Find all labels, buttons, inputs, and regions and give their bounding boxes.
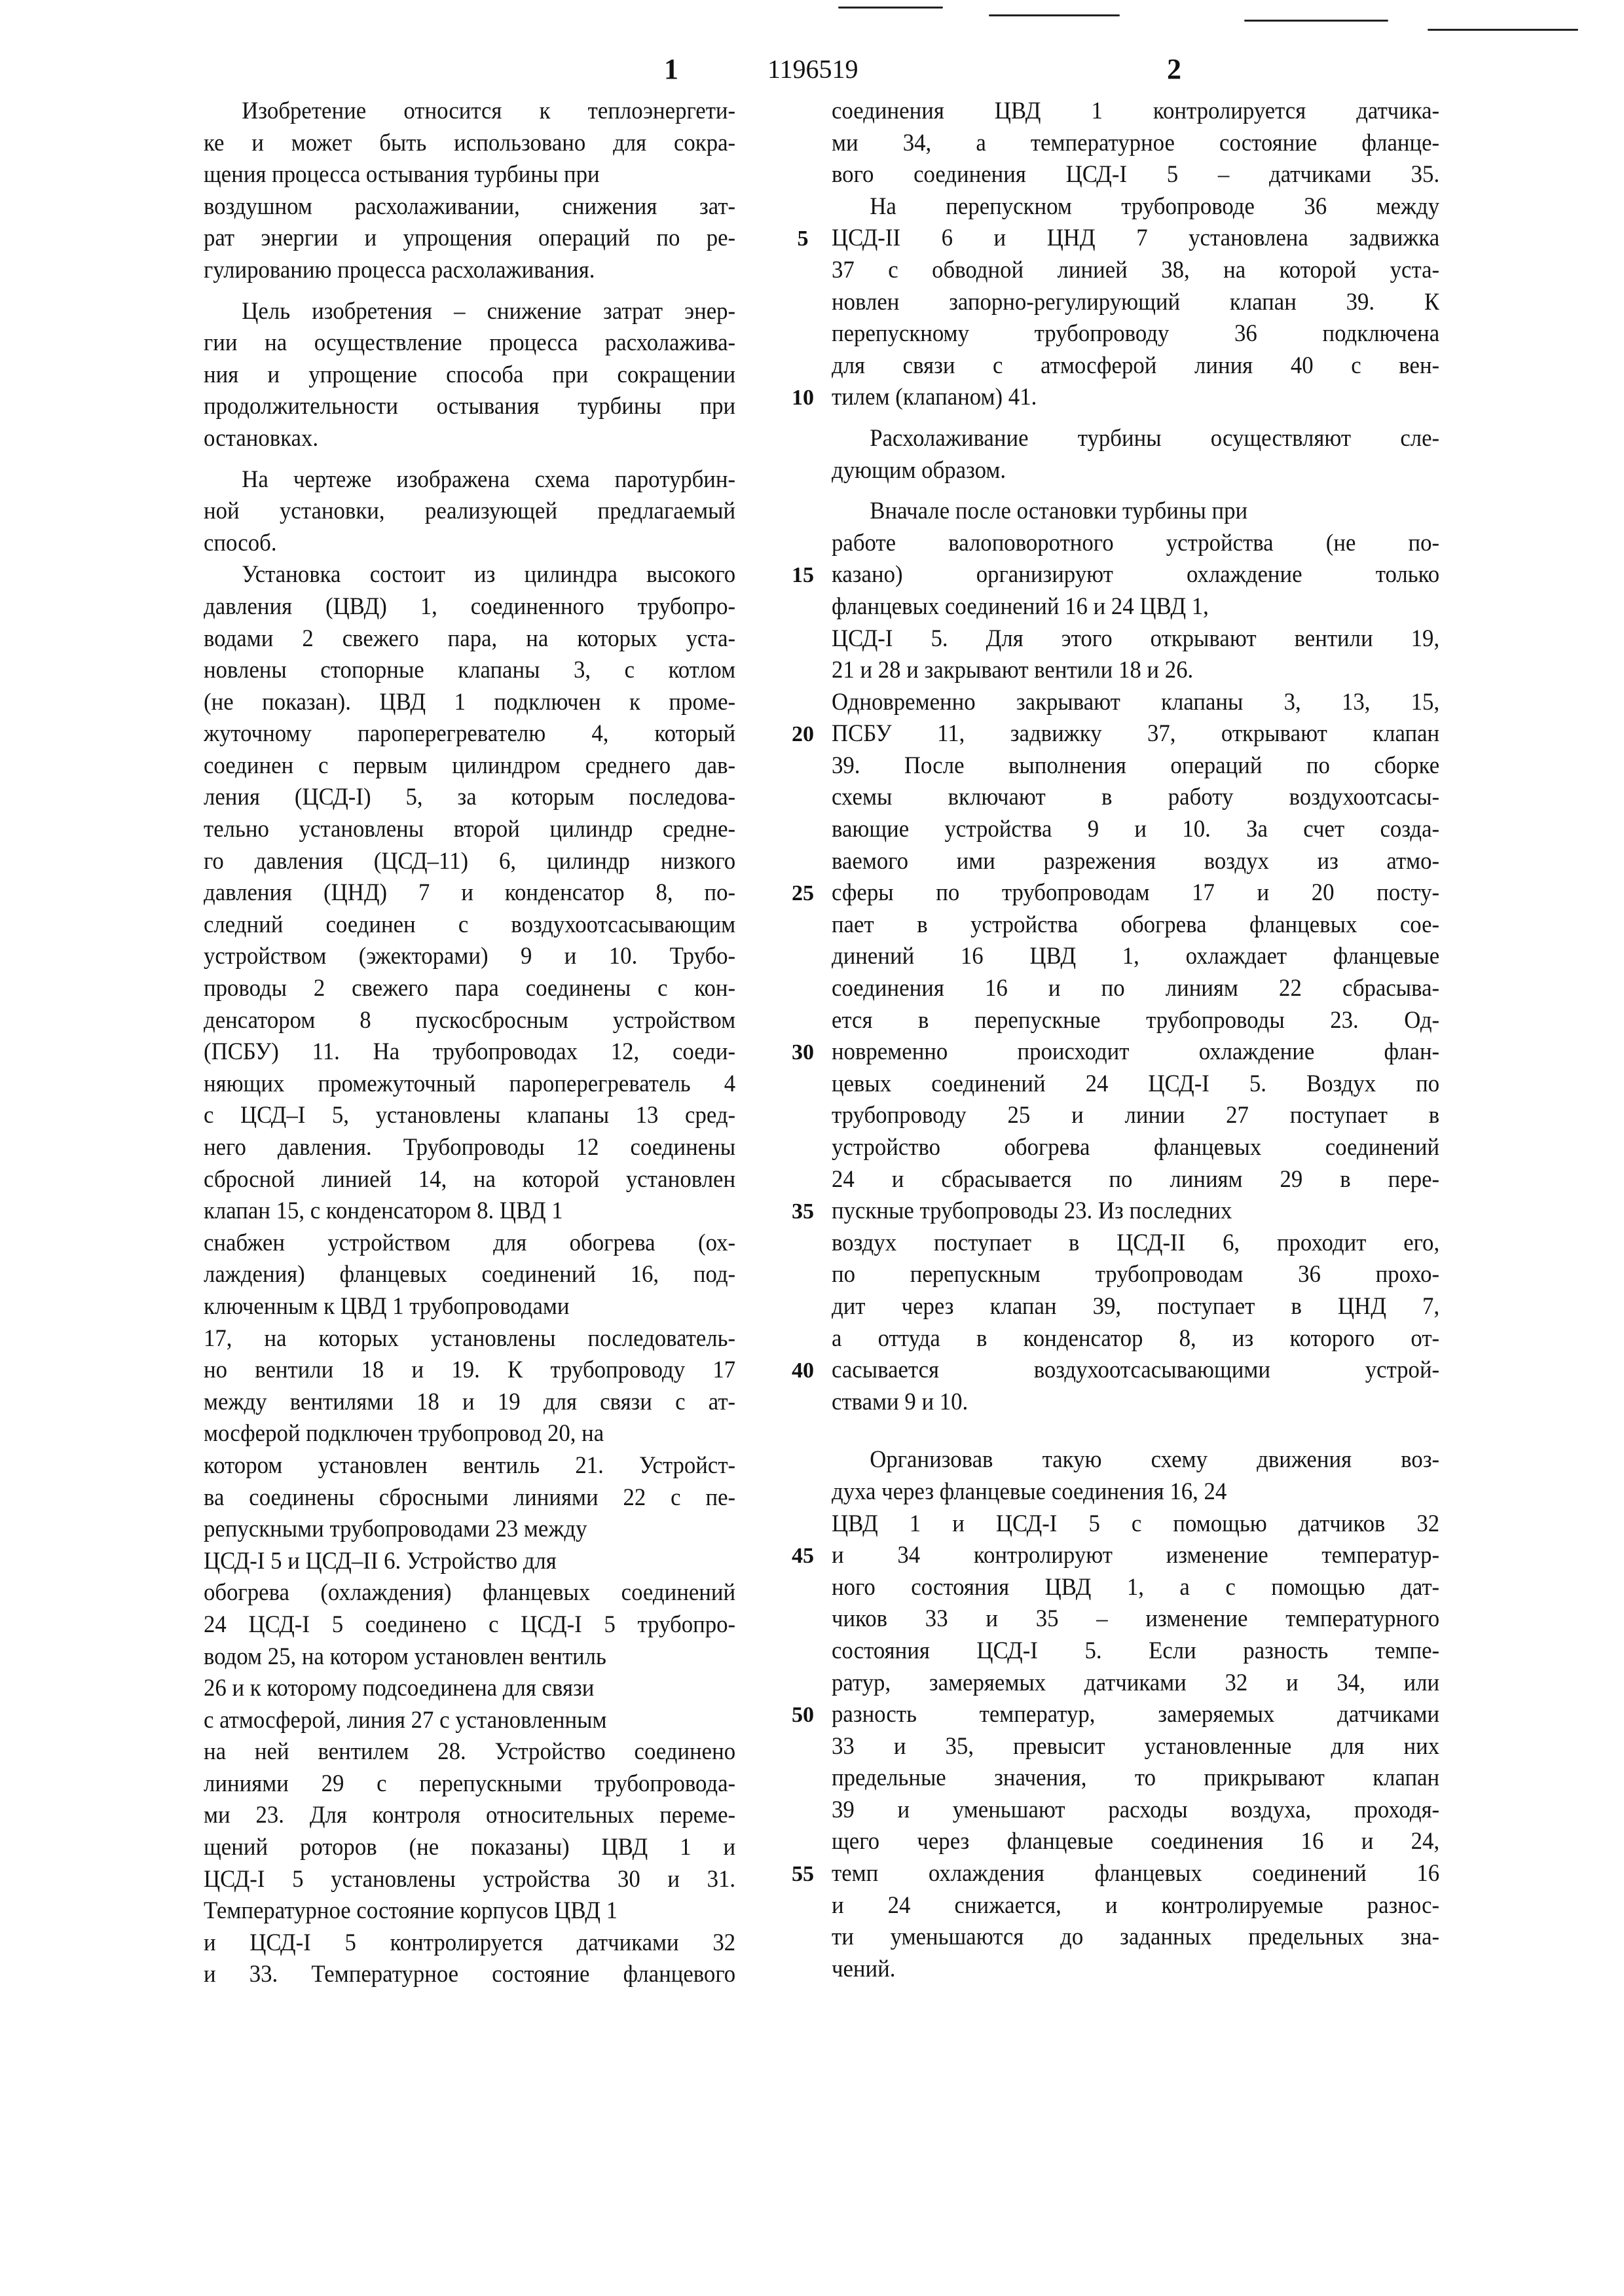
text-line: На чертеже изображена схема паротурбин- [204,464,735,496]
text-line: дит через клапан 39, поступает в ЦНД 7, [832,1291,1439,1323]
text-line: го давления (ЦСД–11) 6, цилиндр низкого [204,846,735,878]
text-line: 39. После выполнения операций по сборке [832,750,1439,782]
text-line: ва соединены сбросными линиями 22 с пе- [204,1482,735,1514]
text-line: следний соединен с воздухоотсасывающим [204,909,735,941]
text-line: но вентили 18 и 19. К трубопроводу 17 [204,1355,735,1387]
line-number: 55 [783,1862,822,1887]
line-number: 40 [783,1358,822,1383]
text-line: вающие устройства 9 и 10. За счет созда- [832,814,1439,846]
text-line: ствами 9 и 10. [832,1387,1439,1419]
text-line: гулированию процесса расхолаживания. [204,255,735,287]
text-line: ется в перепускные трубопроводы 23. Од- [832,1005,1439,1037]
text-line: него давления. Трубопроводы 12 соединены [204,1132,735,1164]
text-line: пает в устройства обогрева фланцевых сое- [832,909,1439,941]
text-line: ми 34, а температурное состояние фланце- [832,128,1439,160]
text-line: сбросной линией 14, на которой установлен [204,1164,735,1196]
text-line: лаждения) фланцевых соединений 16, под- [204,1259,735,1291]
text-column-right [832,96,1439,1985]
text-line: ПСБУ 11, задвижку 37, открывают клапан [832,718,1439,750]
text-line: чений. [832,1954,1439,1986]
text-line: пускные трубопроводы 23. Из последних [832,1195,1439,1228]
patent-page [0,0,1624,2296]
text-line: ратур, замеряемых датчиками 32 и 34, или [832,1667,1439,1700]
text-line: сасывается воздухоотсасывающими устрой- [832,1355,1439,1387]
text-line: дующим образом. [832,455,1439,487]
text-line: ления (ЦСД-I) 5, за которым последова- [204,782,735,814]
text-line: ключенным к ЦВД 1 трубопроводами [204,1291,735,1323]
text-line: остановках. [204,423,735,455]
right-page-number: 2 [1167,52,1181,86]
text-line: продолжительности остывания турбины при [204,391,735,423]
text-line: 33 и 35, превысит установленные для них [832,1731,1439,1763]
line-number: 50 [783,1703,822,1728]
line-number: 20 [783,722,822,747]
text-line: ЦВД 1 и ЦСД-I 5 с помощью датчиков 32 [832,1508,1439,1540]
text-line: давления (ЦНД) 7 и конденсатор 8, по- [204,877,735,909]
text-line: Цель изобретения – снижение затрат энер- [204,296,735,328]
text-line: няющих промежуточный пароперегреватель 4 [204,1068,735,1101]
text-line: с ЦСД–I 5, установлены клапаны 13 сред- [204,1100,735,1132]
text-line: а оттуда в конденсатор 8, из которого от- [832,1323,1439,1355]
text-line: соединения ЦВД 1 контролируется датчика- [832,96,1439,128]
text-line: ЦСД-II 6 и ЦНД 7 установлена задвижка [832,223,1439,255]
text-line: темп охлаждения фланцевых соединений 16 [832,1858,1439,1890]
text-line: Температурное состояние корпусов ЦВД 1 [204,1895,735,1927]
text-line: щего через фланцевые соединения 16 и 24, [832,1826,1439,1858]
text-line: состояния ЦСД-I 5. Если разность темпе- [832,1635,1439,1667]
text-column-left [204,96,735,1991]
text-line: новлен запорно-регулирующий клапан 39. К [832,287,1439,319]
text-line: ти уменьшаются до заданных предельных зна- [832,1922,1439,1954]
text-line: Вначале после остановки турбины при [832,496,1439,528]
text-line: ми 23. Для контроля относительных переме- [204,1800,735,1832]
text-line: соединен с первым цилиндром среднего дав- [204,750,735,782]
text-line: сферы по трубопроводам 17 и 20 посту- [832,877,1439,909]
text-line: ЦСД-I 5. Для этого открывают вентили 19, [832,623,1439,655]
text-line: перепускному трубопроводу 36 подключена [832,318,1439,350]
text-line: Расхолаживание турбины осуществляют сле- [832,423,1439,455]
text-line: вого соединения ЦСД-I 5 – датчиками 35. [832,159,1439,191]
text-line: устройством (эжекторами) 9 и 10. Трубо- [204,941,735,973]
text-line: щений роторов (не показаны) ЦВД 1 и [204,1832,735,1864]
scan-artifact [1428,29,1578,31]
text-line: (ПСБУ) 11. На трубопроводах 12, соеди- [204,1036,735,1068]
text-line: Изобретение относится к теплоэнергети- [204,96,735,128]
text-line: для связи с атмосферой линия 40 с вен- [832,350,1439,382]
text-line: гии на осуществление процесса расхолажива- [204,327,735,359]
patent-number: 1196519 [767,54,858,84]
text-line: 37 с обводной линией 38, на которой уста- [832,255,1439,287]
text-line: 17, на которых установлены последователь- [204,1323,735,1355]
text-line: давления (ЦВД) 1, соединенного трубопро- [204,591,735,623]
text-line: Одновременно закрывают клапаны 3, 13, 15, [832,687,1439,719]
text-line: ния и упрощение способа при сокращении [204,359,735,392]
text-line: Установка состоит из цилиндра высокого [204,559,735,591]
text-line: обогрева (охлаждения) фланцевых соединений [204,1577,735,1609]
text-line: фланцевых соединений 16 и 24 ЦВД 1, [832,591,1439,623]
text-line: работе валоповоротного устройства (не по- [832,528,1439,560]
text-line: тельно установлены второй цилиндр средне- [204,814,735,846]
text-line: схемы включают в работу воздухоотсасы- [832,782,1439,814]
text-line: водами 2 свежего пара, на которых уста- [204,623,735,655]
text-line: рат энергии и упрощения операций по ре- [204,223,735,255]
text-line: по перепускным трубопроводам 36 прохо- [832,1259,1439,1291]
line-number: 30 [783,1040,822,1065]
text-line: разность температур, замеряемых датчиками [832,1699,1439,1731]
text-line: денсатором 8 пускосбросным устройством [204,1005,735,1037]
text-line: предельные значения, то прикрывают клапан [832,1762,1439,1795]
text-line: и 33. Температурное состояние фланцевого [204,1959,735,1991]
text-line: на ней вентилем 28. Устройство соединено [204,1736,735,1768]
text-line: ного состояния ЦВД 1, а с помощью дат- [832,1572,1439,1604]
text-line: (не показан). ЦВД 1 подключен к проме- [204,687,735,719]
text-line: тилем (клапаном) 41. [832,382,1439,414]
text-line: новлены стопорные клапаны 3, с котлом [204,655,735,687]
text-line: новременно происходит охлаждение флан- [832,1036,1439,1068]
left-page-number: 1 [664,52,678,86]
text-line: жуточному пароперегревателю 4, который [204,718,735,750]
text-line: цевых соединений 24 ЦСД-I 5. Воздух по [832,1068,1439,1101]
text-line: и 24 снижается, и контролируемые разнос- [832,1890,1439,1922]
line-number: 45 [783,1544,822,1569]
text-line: 21 и 28 и закрывают вентили 18 и 26. [832,655,1439,687]
text-line: 24 ЦСД-I 5 соединено с ЦСД-I 5 трубопро- [204,1609,735,1641]
text-line: На перепускном трубопроводе 36 между [832,191,1439,223]
text-line: воздух поступает в ЦСД-II 6, проходит его, [832,1228,1439,1260]
text-line: ке и может быть использовано для сокра- [204,128,735,160]
text-line: ЦСД-I 5 и ЦСД–II 6. Устройство для [204,1546,735,1578]
text-line: 26 и к которому подсоединена для связи [204,1673,735,1705]
text-line: трубопроводу 25 и линии 27 поступает в [832,1100,1439,1132]
text-line: способ. [204,528,735,560]
text-line: котором установлен вентиль 21. Устройст- [204,1450,735,1482]
text-line: ной установки, реализующей предлагаемый [204,496,735,528]
text-line: водом 25, на котором установлен вентиль [204,1641,735,1673]
text-line: клапан 15, с конденсатором 8. ЦВД 1 [204,1195,735,1228]
text-line: воздушном расхолаживании, снижения зат- [204,191,735,223]
text-line: ваемого ими разрежения воздух из атмо- [832,846,1439,878]
text-line: духа через фланцевые соединения 16, 24 [832,1476,1439,1508]
scan-artifact [989,14,1120,16]
text-line: и ЦСД-I 5 контролируется датчиками 32 [204,1927,735,1959]
text-line: между вентилями 18 и 19 для связи с ат- [204,1387,735,1419]
line-number: 35 [783,1199,822,1224]
text-line: проводы 2 свежего пара соединены с кон- [204,973,735,1005]
text-line: с атмосферой, линия 27 с установленным [204,1705,735,1737]
line-number: 10 [783,386,822,410]
scan-artifact [1244,20,1388,22]
text-line: устройство обогрева фланцевых соединений [832,1132,1439,1164]
text-line: соединения 16 и по линиям 22 сбрасыва- [832,973,1439,1005]
line-number: 15 [783,563,822,588]
text-line: динений 16 ЦВД 1, охлаждает фланцевые [832,941,1439,973]
text-line: репускными трубопроводами 23 между [204,1514,735,1546]
text-line: 24 и сбрасывается по линиям 29 в пере- [832,1164,1439,1196]
line-number: 5 [783,227,822,251]
line-number: 25 [783,881,822,906]
text-line: казано) организируют охлаждение только [832,559,1439,591]
text-line: линиями 29 с перепускными трубопровода- [204,1768,735,1800]
text-line: ЦСД-I 5 установлены устройства 30 и 31. [204,1864,735,1896]
text-line: снабжен устройством для обогрева (ох- [204,1228,735,1260]
text-line: Организовав такую схему движения воз- [832,1444,1439,1476]
scan-artifact [838,7,943,9]
text-line: щения процесса остывания турбины при [204,159,735,191]
text-line: мосферой подключен трубопровод 20, на [204,1418,735,1450]
text-line: и 34 контролируют изменение температур- [832,1540,1439,1572]
text-line: чиков 33 и 35 – изменение температурного [832,1603,1439,1635]
text-line: 39 и уменьшают расходы воздуха, проходя- [832,1795,1439,1827]
